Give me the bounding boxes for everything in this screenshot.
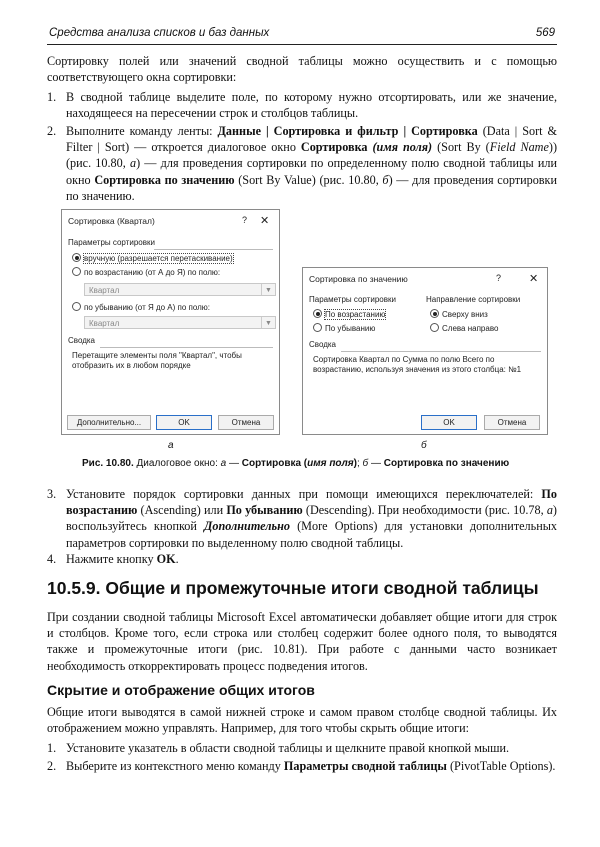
summary-group: Сводка [309, 340, 541, 349]
list-item: 1. В сводной таблице выделите поле, по которому нужно отсортировать, или же значение, находящееся на пересечении строк и столбцов таблицы. [47, 90, 557, 121]
sort-options-group: Параметры сортировки [309, 295, 396, 304]
chevron-down-icon: ▼ [261, 317, 275, 328]
subfigure-label-a: а [168, 440, 174, 451]
list-item: 2. Выберите из контекстного меню команду Параметры сводной таблицы (PivotTable Options). [47, 759, 556, 773]
paragraph: При создании сводной таблицы Microsoft Excel автоматически добавляет общие итоги для строк и столбцов. Кроме того, если строка или столбец содержит более одного поля, то выводятся также и промежуточные итоги (рис. 10.81). При работе с данными часто возникает необходимость откорректировать процесс подведения итогов. [47, 610, 557, 673]
subsection-heading: Скрытие и отображение общих итогов [47, 682, 315, 698]
ascending-field-select[interactable]: Квартал ▼ [84, 283, 276, 296]
descending-field-select[interactable]: Квартал ▼ [84, 316, 276, 329]
summary-text: Сортировка Квартал по Сумма по полю Всего по возрастанию, используя значения из этого столбца: №1 [313, 355, 522, 374]
sort-dialog-field [61, 209, 280, 435]
list-item: 3. Установите порядок сортировки данных при помощи имеющихся переключателей: По возрастанию (Ascending) или По убыванию (Descending). При необходимости (рис. 10.78, а) воспользуйтесь кнопкой Дополнительно (More Options) для установки дополнительных параметров сортировки по выделенному полю сводной таблицы. [47, 487, 557, 550]
sort-dialog-value [302, 267, 548, 435]
paragraph: Общие итоги выводятся в самой нижней строке и самом правом столбце сводной таблицы. Их отображением можно управлять. Например, для того чтобы скрыть общие итоги: [47, 705, 557, 736]
cancel-button[interactable]: Отмена [484, 415, 540, 430]
chevron-down-icon: ▼ [261, 284, 275, 295]
radio-descending[interactable]: по убыванию (от Я до А) по полю: [72, 302, 210, 312]
section-title: Средства анализа списков и баз данных [49, 27, 270, 39]
ok-button[interactable]: OK [156, 415, 212, 430]
dialog-title: Сортировка по значению [309, 274, 408, 284]
list-item: 1. Установите указатель в области сводной таблицы и щелкните правой кнопкой мыши. [47, 741, 510, 755]
section-heading: 10.5.9. Общие и промежуточные итоги сводной таблицы [47, 578, 539, 598]
sort-options-group: Параметры сортировки [68, 238, 273, 247]
radio-ascending[interactable]: по возрастанию (от А до Я) по полю: [72, 267, 220, 277]
more-options-button[interactable]: Дополнительно... [67, 415, 151, 430]
figure-caption: Рис. 10.80. Диалоговое окно: а — Сортировка (имя поля); б — Сортировка по значению [82, 458, 510, 469]
close-icon[interactable]: ✕ [260, 215, 270, 227]
cancel-button[interactable]: Отмена [218, 415, 274, 430]
summary-group: Сводка [68, 336, 273, 345]
radio-descending[interactable]: По убыванию [313, 323, 375, 333]
radio-ascending[interactable]: По возрастанию [313, 309, 385, 319]
summary-text: Перетащите элементы поля "Квартал", чтобы отобразить их в любом порядке [72, 351, 242, 370]
radio-manual[interactable]: вручную (разрешается перетаскивание) [72, 253, 233, 263]
ok-button[interactable]: OK [421, 415, 477, 430]
radio-left-to-right[interactable]: Слева направо [430, 323, 498, 333]
intro-paragraph: Сортировку полей или значений сводной таблицы можно осуществить и с помощью соответствующего окна сортировки: [47, 54, 557, 85]
dialog-title: Сортировка (Квартал) [68, 216, 155, 226]
radio-top-to-bottom[interactable]: Сверху вниз [430, 309, 488, 319]
subfigure-label-b: б [421, 440, 427, 451]
list-item: 2. Выполните команду ленты: Данные | Сортировка и фильтр | Сортировка (Data | Sort & Filter | Sort) — откроется диалоговое окно Сортировка (имя поля) (Sort By (Field Name)) (рис. 10.80, а) — для проведения сортировки по определенному полю сводной таблицы или окно Сортировка по значению (Sort By Value) (рис. 10.80, б) — для проведения сортировки по значению. [47, 124, 558, 203]
close-icon[interactable]: ✕ [529, 273, 539, 285]
list-item: 4. Нажмите кнопку OK. [47, 552, 179, 566]
help-icon[interactable]: ? [242, 215, 248, 225]
running-header [47, 24, 557, 45]
help-icon[interactable]: ? [496, 273, 502, 283]
sort-direction-group: Направление сортировки [426, 295, 521, 304]
page-number: 569 [535, 27, 555, 39]
